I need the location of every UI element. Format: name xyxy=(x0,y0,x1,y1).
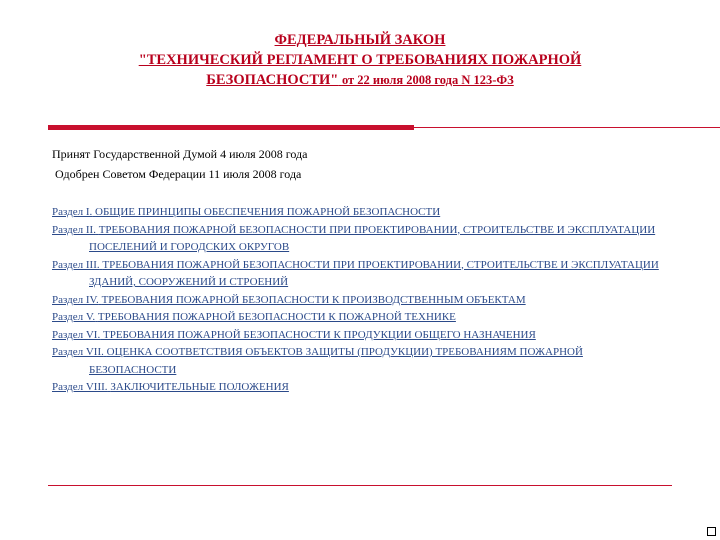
section-prefix: Раздел VIII. xyxy=(52,381,108,393)
section-link-list xyxy=(52,204,672,397)
section-prefix: Раздел VII. xyxy=(52,346,104,358)
law-date: от 22 июля 2008 года N 123-ФЗ xyxy=(341,73,514,87)
section-prefix: Раздел II. xyxy=(52,223,96,236)
section-title: ТРЕБОВАНИЯ ПОЖАРНОЙ БЕЗОПАСНОСТИ К ПРОДУКЦИИ ОБЩЕГО НАЗНАЧЕНИЯ xyxy=(102,328,536,341)
title-line-2: "ТЕХНИЧЕСКИЙ РЕГЛАМЕНТ О ТРЕБОВАНИЯХ ПОЖАРНОЙ xyxy=(138,52,582,68)
top-divider xyxy=(48,125,668,129)
section-title: ТРЕБОВАНИЯ ПОЖАРНОЙ БЕЗОПАСНОСТИ К ПРОИЗВОДСТВЕННЫМ ОБЪЕКТАМ xyxy=(101,293,526,306)
section-prefix: Раздел I. xyxy=(52,206,93,218)
section-link[interactable] xyxy=(52,204,672,222)
section-title: ТРЕБОВАНИЯ ПОЖАРНОЙ БЕЗОПАСНОСТИ К ПОЖАРНОЙ ТЕХНИКЕ xyxy=(97,311,456,323)
approved-by-council: Одобрен Советом Федерации 11 июля 2008 года xyxy=(55,167,302,181)
section-link[interactable] xyxy=(52,257,672,292)
section-title: ТРЕБОВАНИЯ ПОЖАРНОЙ БЕЗОПАСНОСТИ ПРИ ПРОЕКТИРОВАНИИ, СТРОИТЕЛЬСТВЕ И ЭКСПЛУАТАЦИИ ЗДАНИЙ, СООРУЖЕНИЙ И СТРОЕНИЙ xyxy=(89,258,659,288)
section-title: ОЦЕНКА СООТВЕТСТВИЯ ОБЪЕКТОВ ЗАЩИТЫ (ПРОДУКЦИИ) ТРЕБОВАНИЯМ ПОЖАРНОЙ БЕЗОПАСНОСТИ xyxy=(89,346,583,376)
adoption-info xyxy=(52,144,307,184)
document-title xyxy=(70,30,650,90)
bottom-divider xyxy=(48,485,672,486)
corner-square-icon xyxy=(707,527,716,536)
section-link[interactable] xyxy=(52,379,672,397)
adopted-by-duma: Принят Государственной Думой 4 июля 2008 года xyxy=(52,147,308,161)
section-link[interactable] xyxy=(52,327,672,345)
section-title: ОБЩИЕ ПРИНЦИПЫ ОБЕСПЕЧЕНИЯ ПОЖАРНОЙ БЕЗОПАСНОСТИ xyxy=(95,206,441,218)
title-line-3 xyxy=(70,70,650,90)
section-title: ЗАКЛЮЧИТЕЛЬНЫЕ ПОЛОЖЕНИЯ xyxy=(110,381,289,393)
section-title: ТРЕБОВАНИЯ ПОЖАРНОЙ БЕЗОПАСНОСТИ ПРИ ПРОЕКТИРОВАНИИ, СТРОИТЕЛЬСТВЕ И ЭКСПЛУАТАЦИИ ПОСЕЛЕНИЙ И ГОРОДСКИХ ОКРУГОВ xyxy=(89,223,656,253)
section-link[interactable] xyxy=(52,222,672,257)
title-line-1: ФЕДЕРАЛЬНЫЙ ЗАКОН xyxy=(274,32,446,48)
top-divider-thin xyxy=(414,127,720,128)
title-line-3-text: БЕЗОПАСНОСТИ" xyxy=(206,72,339,88)
section-prefix: Раздел IV. xyxy=(52,293,99,306)
section-link[interactable] xyxy=(52,292,672,310)
section-prefix: Раздел VI. xyxy=(52,328,101,341)
section-prefix: Раздел III. xyxy=(52,258,100,271)
section-prefix: Раздел V. xyxy=(52,311,96,323)
section-link[interactable] xyxy=(52,344,672,379)
top-divider-thick xyxy=(48,125,414,130)
section-link[interactable] xyxy=(52,309,672,327)
